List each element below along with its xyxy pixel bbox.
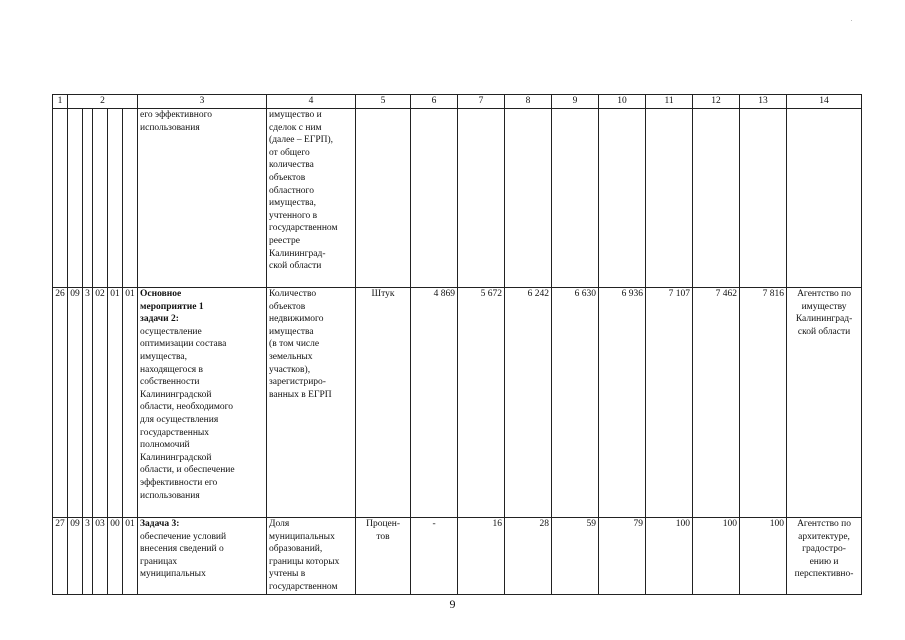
indicator-text: Количество объектов недвижимого имущества (в том числе земельных участков), зарегистриро- ванных в ЕГРП (269, 289, 332, 400)
cell-value: 6 630 (552, 288, 599, 518)
header-cell-9: 9 (552, 95, 599, 109)
cell-executor (787, 109, 862, 288)
cell-value (505, 109, 552, 288)
code-cell: 3 (83, 288, 93, 518)
header-cell-3: 3 (138, 95, 267, 109)
cell-indicator (267, 288, 356, 518)
code-cell: 01 (108, 288, 123, 518)
code-cell: 00 (108, 518, 123, 595)
code-cell: 03 (93, 518, 108, 595)
cell-indicator (267, 518, 356, 595)
code-cell: 02 (93, 288, 108, 518)
indicator-text: Доля муниципальных образований, границы которых учтены в государственном (269, 519, 340, 592)
cell-num (53, 109, 68, 288)
cell-value: 100 (693, 518, 740, 595)
code-cell: 09 (68, 288, 83, 518)
task-text: его эффективного использования (140, 110, 212, 133)
row-number: 27 (53, 518, 68, 595)
task-heading: Основное мероприятие 1 задачи 2: (140, 289, 204, 325)
cell-indicator (267, 109, 356, 288)
cell-value (740, 109, 787, 288)
cell-value: 79 (599, 518, 646, 595)
cell-value: 7 462 (693, 288, 740, 518)
cell-value (693, 109, 740, 288)
cell-unit (356, 288, 411, 518)
cell-value (552, 109, 599, 288)
cell-value (646, 109, 693, 288)
cell-code (123, 109, 138, 288)
cell-value (411, 109, 458, 288)
unit-text: Процен- тов (366, 519, 400, 542)
header-cell-7: 7 (458, 95, 505, 109)
header-cell-4: 4 (267, 95, 356, 109)
header-cell-1: 1 (53, 95, 68, 109)
code-cell: 01 (123, 288, 138, 518)
cell-value: 100 (740, 518, 787, 595)
cell-value: 59 (552, 518, 599, 595)
executor-text: Агентство по архитектуре, градостро- ению и перспективно- (794, 519, 854, 580)
cell-value (458, 109, 505, 288)
header-cell-12: 12 (693, 95, 740, 109)
row-number: 26 (53, 288, 68, 518)
header-cell-8: 8 (505, 95, 552, 109)
code-cell: 09 (68, 518, 83, 595)
cell-value: 4 869 (411, 288, 458, 518)
cell-value: 5 672 (458, 288, 505, 518)
header-cell-10: 10 (599, 95, 646, 109)
table-row-26 (53, 288, 862, 518)
code-cell: 01 (123, 518, 138, 595)
header-row (53, 95, 862, 109)
header-cell-11: 11 (646, 95, 693, 109)
cell-value: 100 (646, 518, 693, 595)
cell-value: 7 816 (740, 288, 787, 518)
data-table (52, 94, 862, 595)
header-cell-14: 14 (787, 95, 862, 109)
cell-code (93, 109, 108, 288)
unit-text: Штук (371, 289, 395, 299)
cell-code (68, 109, 83, 288)
cell-executor (787, 518, 862, 595)
cell-value: 6 242 (505, 288, 552, 518)
table-row-continuation (53, 109, 862, 288)
cell-value: 7 107 (646, 288, 693, 518)
cell-executor (787, 288, 862, 518)
cell-task (138, 288, 267, 518)
scan-speck (851, 20, 852, 21)
cell-code (83, 109, 93, 288)
task-heading: Задача 3: (140, 519, 180, 529)
header-cell-5: 5 (356, 95, 411, 109)
cell-task (138, 518, 267, 595)
task-text: осуществление оптимизации состава имущества, находящегося в собственности Калининградской области, необходимого для осуществления государственных полномочий Калининградской области, и обеспечение эффективности его использования (140, 326, 235, 501)
page-number: 9 (449, 597, 456, 611)
cell-value: 28 (505, 518, 552, 595)
cell-task (138, 109, 267, 288)
header-cell-6: 6 (411, 95, 458, 109)
cell-code (108, 109, 123, 288)
task-text: обеспечение условий внесения сведений о границах муниципальных (140, 531, 227, 580)
code-cell: 3 (83, 518, 93, 595)
table-row-27 (53, 518, 862, 595)
cell-value (599, 109, 646, 288)
cell-unit (356, 518, 411, 595)
cell-value: - (411, 518, 458, 595)
header-cell-13: 13 (740, 95, 787, 109)
executor-text: Агентство по имуществу Калининград- ской области (795, 289, 853, 337)
cell-unit (356, 109, 411, 288)
cell-value: 6 936 (599, 288, 646, 518)
indicator-text: имущество и сделок с ним (далее – ЕГРП), от общего количества объектов областного имущества, учтенного в государственном реестре Калининград- ской области (269, 110, 338, 272)
cell-value: 16 (458, 518, 505, 595)
header-cell-2: 2 (68, 95, 138, 109)
